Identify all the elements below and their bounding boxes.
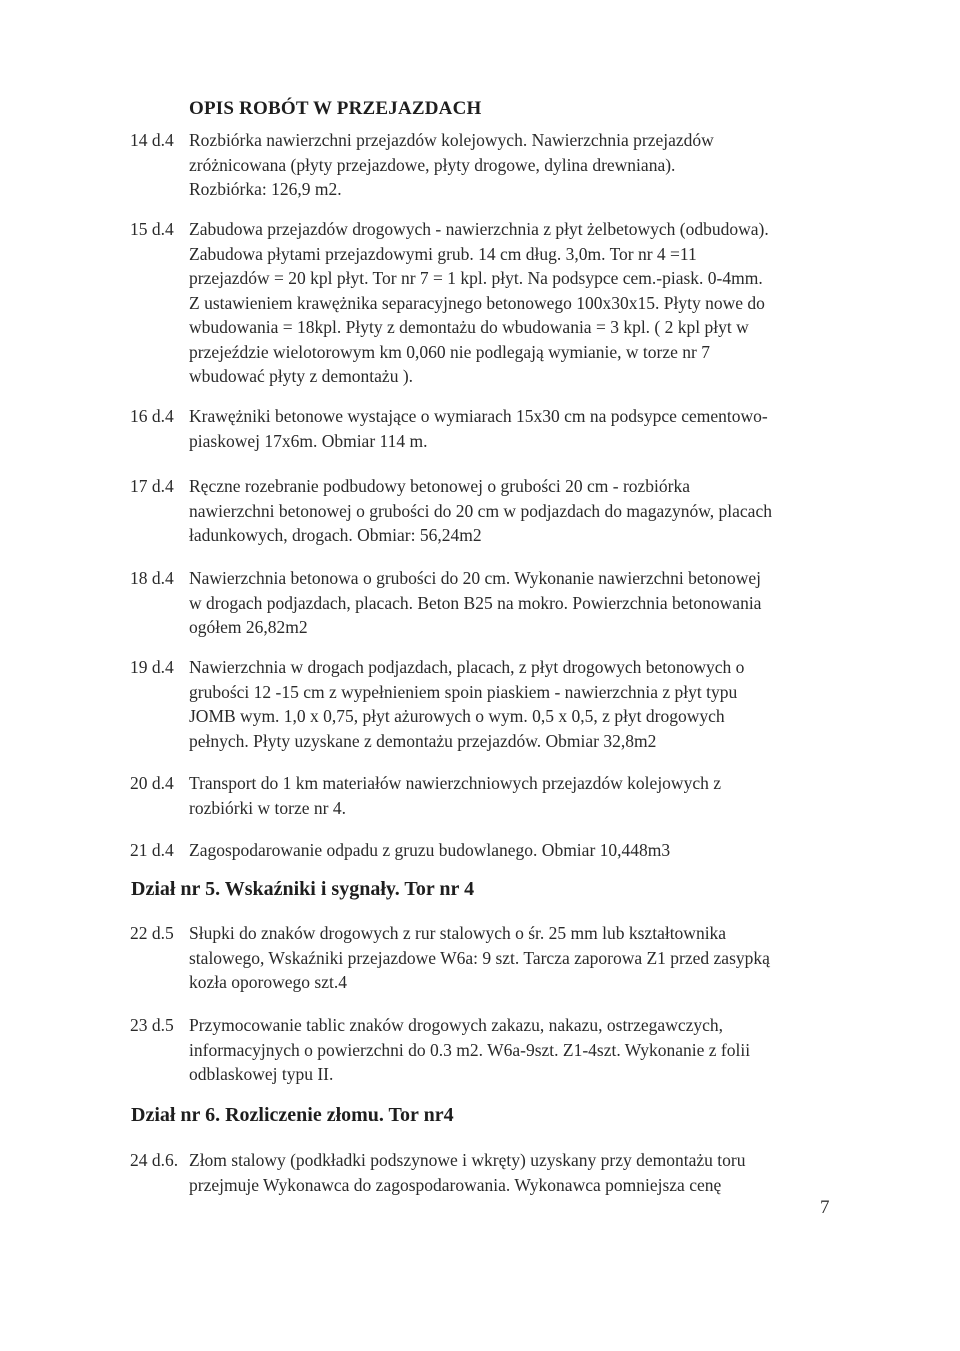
entry-15 <box>130 217 850 389</box>
entry-line: Z ustawieniem krawężnika separacyjnego betonowego 100x30x15. Płyty nowe do <box>189 292 765 313</box>
entry-line: Przymocowanie tablic znaków drogowych zakazu, nakazu, ostrzegawczych, <box>189 1015 724 1035</box>
entry-line: kozła oporowego szt.4 <box>189 972 347 992</box>
entry-line: zróżnicowana (płyty przejazdowe, płyty drogowe, dylina drewniana). <box>189 154 676 175</box>
section-heading-6: Dział nr 6. Rozliczenie złomu. Tor nr4 <box>131 1104 454 1126</box>
entry-23 <box>130 1013 850 1087</box>
entry-number: 21 d.4 <box>130 840 174 860</box>
entry-19 <box>130 655 850 753</box>
entry-line: pełnych. Płyty uzyskane z demontażu przejazdów. Obmiar 32,8m2 <box>189 730 657 751</box>
entry-line: ładunkowych, drogach. Obmiar: 56,24m2 <box>189 525 482 545</box>
entry-body <box>189 921 850 995</box>
entry-number: 23 d.5 <box>130 1015 174 1035</box>
entry-line: Krawężniki betonowe wystające o wymiarach 15x30 cm na podsypce cementowo- <box>189 406 768 426</box>
entry-line: ogółem 26,82m2 <box>189 617 308 637</box>
page-number: 7 <box>820 1197 830 1218</box>
entry-line: wbudować płyty z demontażu ). <box>189 366 414 386</box>
entry-line: Nawierzchnia betonowa o grubości do 20 cm. Wykonanie nawierzchni betonowej <box>189 568 762 588</box>
entry-16 <box>130 404 850 453</box>
entry-line: JOMB wym. 1,0 x 0,75, płyt ażurowych o wym. 0,5 x 0,5, z płyt drogowych <box>189 706 725 726</box>
entry-line: w drogach podjazdach, placach. Beton B25 na mokro. Powierzchnia betonowania <box>189 592 762 613</box>
entry-line: nawierzchni betonowej o grubości do 20 cm w podjazdach do magazynów, placach <box>189 500 772 521</box>
entry-22 <box>130 921 850 995</box>
entry-21 <box>130 838 850 863</box>
entry-20 <box>130 771 850 820</box>
entry-number: 18 d.4 <box>130 568 174 588</box>
entry-number: 20 d.4 <box>130 773 174 793</box>
entry-body <box>189 1148 850 1197</box>
entry-line: Zabudowa płytami przejazdowymi grub. 14 cm dług. 3,0m. Tor nr 4 =11 <box>189 243 697 264</box>
entry-line: przejeździe wielotorowym km 0,060 nie podlegają wymianie, w torze nr 7 <box>189 341 710 362</box>
entry-line: odblaskowej typu II. <box>189 1064 334 1084</box>
entry-body <box>189 128 850 202</box>
entry-number: 16 d.4 <box>130 406 174 426</box>
entry-line: Rozbiórka nawierzchni przejazdów kolejowych. Nawierzchnia przejazdów <box>189 130 714 150</box>
page-heading: OPIS ROBÓT W PRZEJAZDACH <box>189 98 482 119</box>
entry-line: informacyjnych o powierzchni do 0.3 m2. W6a-9szt. Z1-4szt. Wykonanie z folii <box>189 1039 751 1060</box>
entry-line: przejmuje Wykonawca do zagospodarowania. Wykonawca pomniejsza cenę <box>189 1174 722 1195</box>
entry-body <box>189 217 850 389</box>
entry-number: 24 d.6. <box>130 1150 179 1170</box>
entry-body <box>189 771 850 820</box>
entry-number: 17 d.4 <box>130 476 174 496</box>
entry-body <box>189 1013 850 1087</box>
entry-body <box>189 404 850 453</box>
entry-14 <box>130 128 850 202</box>
entry-line: przejazdów = 20 kpl płyt. Tor nr 7 = 1 kpl. płyt. Na podsypce cem.-piask. 0-4mm. <box>189 268 763 288</box>
entry-line: Transport do 1 km materiałów nawierzchniowych przejazdów kolejowych z <box>189 773 721 793</box>
entry-body <box>189 566 850 640</box>
entry-line: piaskowej 17x6m. Obmiar 114 m. <box>189 430 428 451</box>
entry-body <box>189 655 850 753</box>
section-heading-5: Dział nr 5. Wskaźniki i sygnały. Tor nr 4 <box>131 878 475 900</box>
entry-line: Rozbiórka: 126,9 m2. <box>189 179 342 199</box>
entry-number: 15 d.4 <box>130 219 174 239</box>
entry-line: Złom stalowy (podkładki podszynowe i wkręty) uzyskany przy demontażu toru <box>189 1150 746 1170</box>
entry-body <box>189 838 850 863</box>
entry-18 <box>130 566 850 640</box>
entry-line: Nawierzchnia w drogach podjazdach, placach, z płyt drogowych betonowych o <box>189 657 745 677</box>
entry-line: rozbiórki w torze nr 4. <box>189 797 346 818</box>
entry-line: Zabudowa przejazdów drogowych - nawierzchnia z płyt żelbetowych (odbudowa). <box>189 219 769 239</box>
entry-17 <box>130 474 850 548</box>
entry-number: 19 d.4 <box>130 657 174 677</box>
entry-number: 22 d.5 <box>130 923 174 943</box>
entry-line: Ręczne rozebranie podbudowy betonowej o grubości 20 cm - rozbiórka <box>189 476 691 496</box>
entry-number: 14 d.4 <box>130 130 174 150</box>
entry-body <box>189 474 850 548</box>
entry-line: grubości 12 -15 cm z wypełnieniem spoin piaskiem - nawierzchnia z płyt typu <box>189 681 738 702</box>
entry-24 <box>130 1148 850 1197</box>
entry-line: stalowego, Wskaźniki przejazdowe W6a: 9 szt. Tarcza zaporowa Z1 przed zasypką <box>189 947 770 968</box>
entry-line: Zagospodarowanie odpadu z gruzu budowlanego. Obmiar 10,448m3 <box>189 840 671 860</box>
entry-line: Słupki do znaków drogowych z rur stalowych o śr. 25 mm lub kształtownika <box>189 923 727 943</box>
entry-line: wbudowania = 18kpl. Płyty z demontażu do wbudowania = 3 kpl. ( 2 kpl płyt w <box>189 317 749 337</box>
